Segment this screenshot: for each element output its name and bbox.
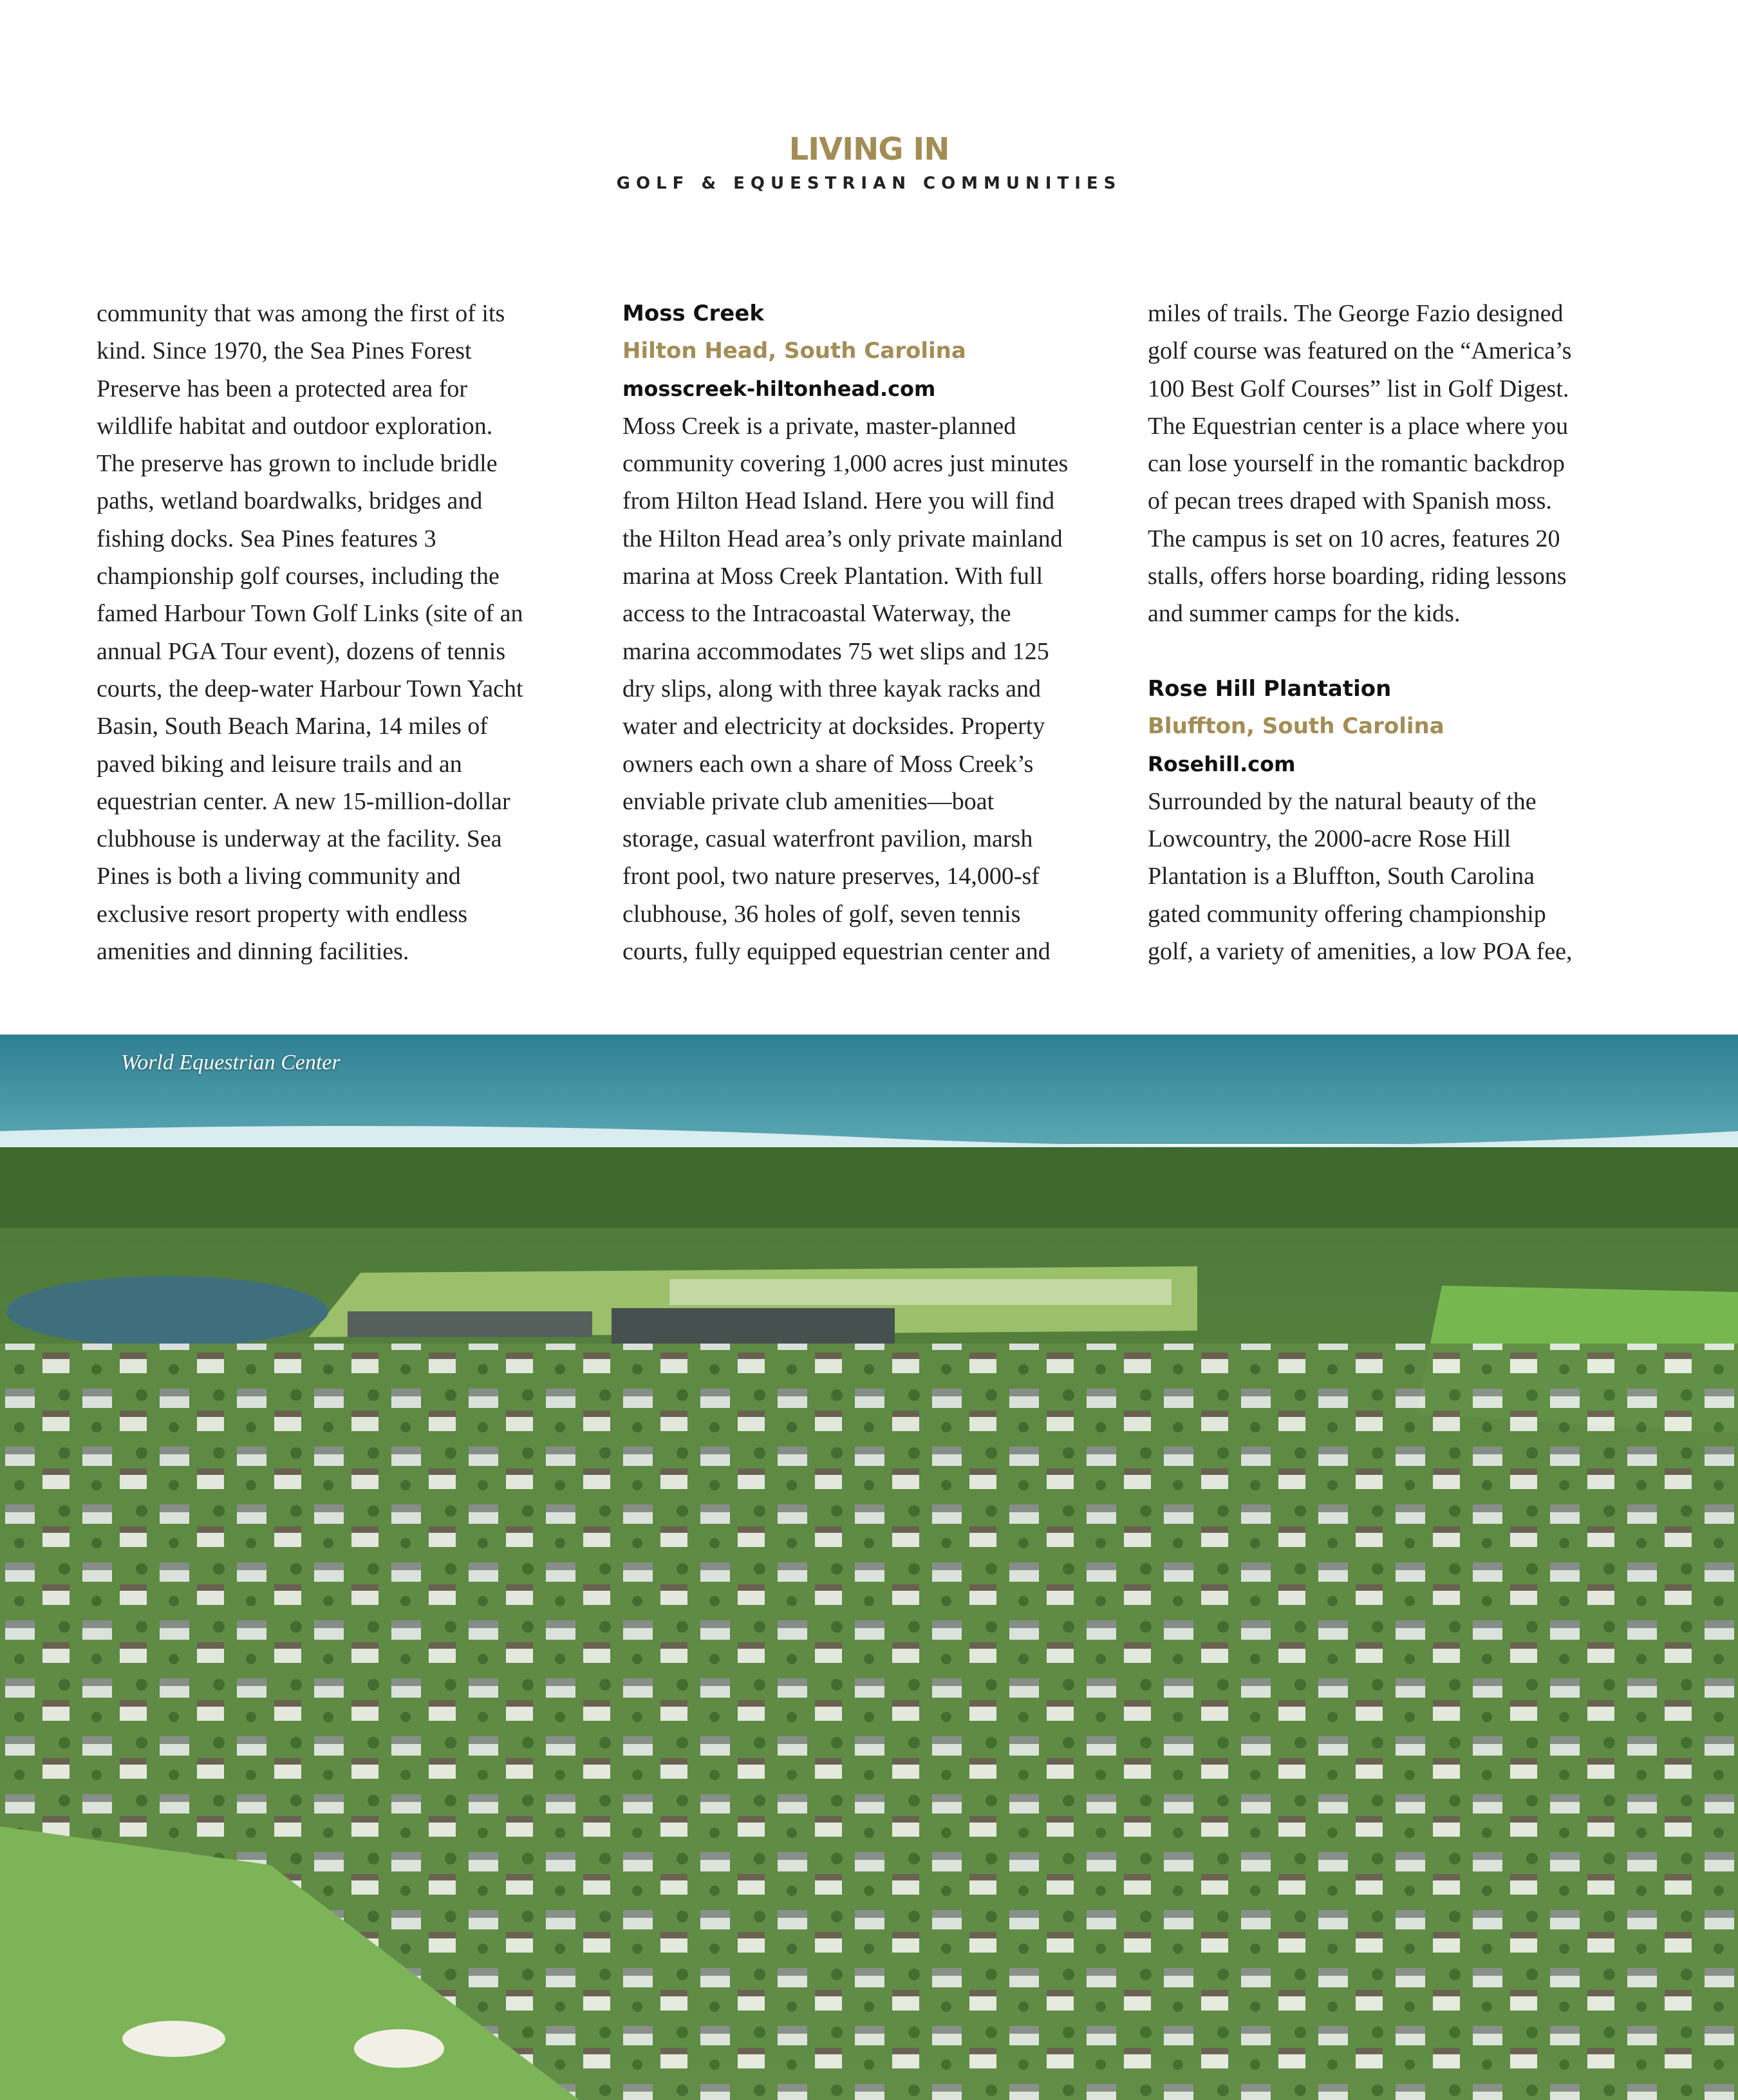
photo-caption: World Equestrian Center	[121, 1051, 341, 1074]
sea-pines-body-text: community that was among the first of its kind. Since 1970, the Sea Pines Forest Preserve has been a protected area for wildlife habitat and outdoor exploration. The preserve has grown to include bridle paths, wetland boardwalks, bridges and fishing docks. Sea Pines features 3 championship golf courses, including the famed Harbour Town Golf Links (site of an annual PGA Tour event), dozens of tennis courts, the deep-water Harbour Town Yacht Basin, South Beach Marina, 14 miles of paved biking and leisure trails and an equestrian center. A new 15-million-dollar clubhouse is underway at the facility. Sea Pines is both a living community and exclusive resort property with endless amenities and dinning facilities.	[97, 300, 523, 966]
rose-hill-location: Bluffton, South Carolina	[1148, 713, 1444, 740]
page-header	[0, 126, 1738, 193]
rose-hill-heading: Rose Hill Plantation	[1148, 675, 1392, 702]
moss-creek-heading: Moss Creek	[622, 301, 764, 326]
section-subtitle: GOLF & EQUESTRIAN COMMUNITIES	[616, 174, 1122, 193]
rose-hill-body-text: Surrounded by the natural beauty of the Lowcountry, the 2000-acre Rose Hill Plantation is a Bluffton, South Carolina gated community offering championship golf, a variety of amenities, a low POA fee,	[1148, 787, 1573, 966]
column-3	[1148, 295, 1650, 970]
moss-creek-body-text: Moss Creek is a private, master-planned community covering 1,000 acres just minutes from Hilton Head Island. Here you will find the Hilton Head area’s only private mainland marina at Moss Creek Plantation. With full access to the Intracoastal Waterway, the marina accommodates 75 wet slips and 125 dry slips, along with three kayak racks and water and electricity at docksides. Property owners each own a share of Moss Creek’s enviable private club amenities—boat storage, casual waterfront pavilion, marsh front pool, two nature preserves, 14,000-sf clubhouse, 36 holes of golf, seven tennis courts, fully equipped equestrian center and	[622, 412, 1069, 966]
moss-creek-website[interactable]: mosscreek-hiltonhead.com	[622, 376, 936, 401]
moss-creek-continued-text: miles of trails. The George Fazio designed golf course was featured on the “America’s 100 Best Golf Courses” list in Golf Digest. The Equestrian center is a place where you can lose yourself in the romantic backdrop of pecan trees draped with Spanish moss. The campus is set on 10 acres, features 20 stalls, offers horse boarding, riding lessons and summer camps for the kids.	[1148, 300, 1572, 628]
column-1	[97, 295, 599, 970]
column-2	[622, 295, 1125, 970]
section-title: LIVING IN	[789, 131, 949, 167]
aerial-community-photo	[0, 1035, 1738, 2100]
moss-creek-location: Hilton Head, South Carolina	[622, 338, 966, 364]
rose-hill-website[interactable]: Rosehill.com	[1148, 751, 1296, 776]
